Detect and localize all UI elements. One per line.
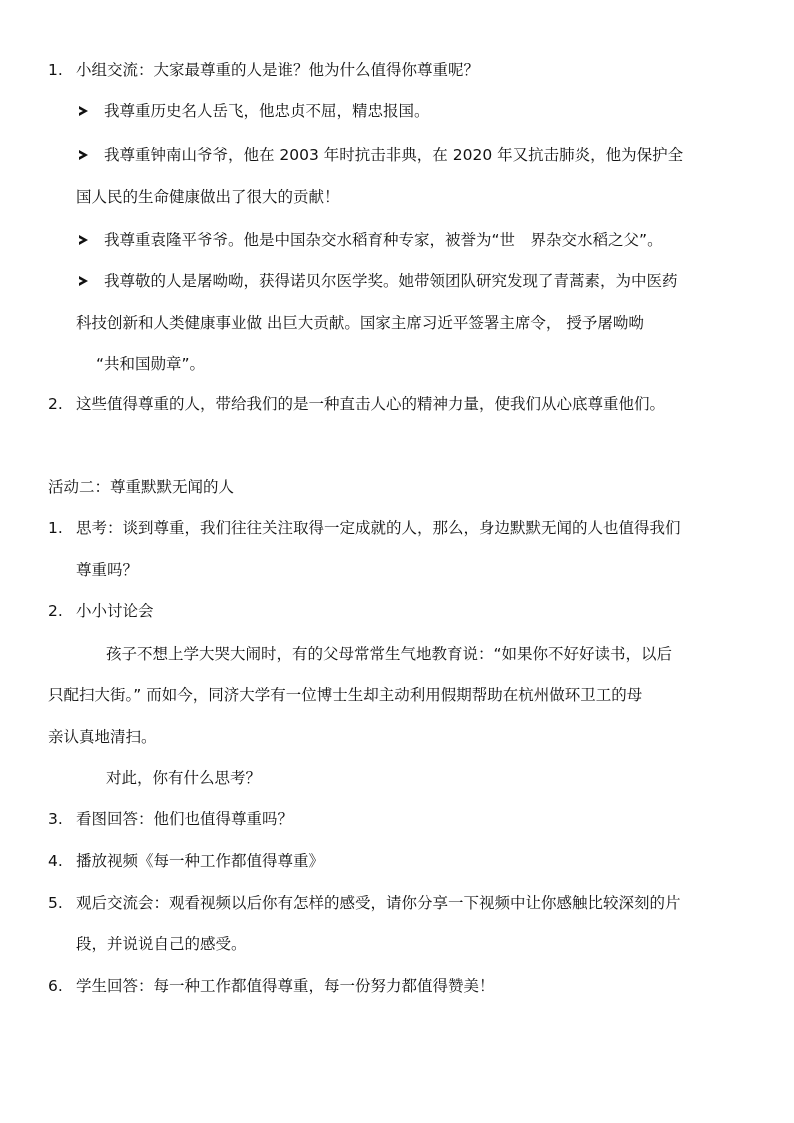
list-item-text: 看图回答：他们也值得尊重吗？ xyxy=(76,810,294,828)
list-item-text: 这些值得尊重的人，带给我们的是一种直击人心的精神力量，使我们从心底尊重他们。 xyxy=(76,395,666,413)
bullet-text: 科技创新和人类健康事业做 出巨大贡献。国家主席习近平签署主席令， 授予屠呦呦 xyxy=(76,314,644,332)
list-number: 3. xyxy=(48,810,63,828)
arrow-bullet-icon xyxy=(79,106,88,116)
list-item-text: 思考：谈到尊重，我们往往关注取得一定成就的人，那么，身边默默无闻的人也值得我们 xyxy=(76,519,681,537)
list-number: 1. xyxy=(48,519,63,537)
list-number: 4. xyxy=(48,852,63,870)
list-item-text: 小组交流：大家最尊重的人是谁？他为什么值得你尊重呢？ xyxy=(76,61,480,79)
list-item-text: 小小讨论会 xyxy=(76,602,154,620)
bullet-text: “共和国勋章”。 xyxy=(96,355,206,373)
list-item-text: 学生回答：每一种工作都值得尊重，每一份努力都值得赞美！ xyxy=(76,977,495,995)
list-item-text: 尊重吗？ xyxy=(76,561,139,579)
bullet-text: 我尊重钟南山爷爷，他在 2003 年时抗击非典，在 2020 年又抗击肺炎，他为保护全 xyxy=(104,146,684,164)
section-heading: 活动二：尊重默默无闻的人 xyxy=(48,478,235,496)
list-number: 6. xyxy=(48,977,63,995)
list-number: 5. xyxy=(48,894,63,912)
discussion-question: 对此，你有什么思考？ xyxy=(106,769,262,787)
list-number: 1. xyxy=(48,61,63,79)
list-number: 2. xyxy=(48,395,63,413)
list-item-text: 段，并说说自己的感受。 xyxy=(76,935,247,953)
list-item-text: 观后交流会：观看视频以后你有怎样的感受，请你分享一下视频中让你感触比较深刻的片 xyxy=(76,894,681,912)
bullet-text: 我尊重袁隆平爷爷。他是中国杂交水稻育种专家，被誉为“世 界杂交水稻之父”。 xyxy=(104,231,663,249)
paragraph-line: 亲认真地清扫。 xyxy=(48,728,157,746)
bullet-text: 我尊重历史名人岳飞，他忠贞不屈，精忠报国。 xyxy=(104,102,430,120)
bullet-text: 我尊敬的人是屠呦呦，获得诺贝尔医学奖。她带领团队研究发现了青蒿素，为中医药 xyxy=(104,272,678,290)
arrow-bullet-icon xyxy=(79,150,88,160)
paragraph-line: 只配扫大街。” 而如今，同济大学有一位博士生却主动利用假期帮助在杭州做环卫工的母 xyxy=(48,686,643,704)
paragraph-line: 孩子不想上学大哭大闹时，有的父母常常生气地教育说：“如果你不好好读书，以后 xyxy=(106,645,673,663)
arrow-bullet-icon xyxy=(79,235,88,245)
arrow-bullet-icon xyxy=(79,276,88,286)
list-item-text: 播放视频《每一种工作都值得尊重》 xyxy=(76,852,325,870)
bullet-text: 国人民的生命健康做出了很大的贡献！ xyxy=(76,188,340,206)
list-number: 2. xyxy=(48,602,63,620)
